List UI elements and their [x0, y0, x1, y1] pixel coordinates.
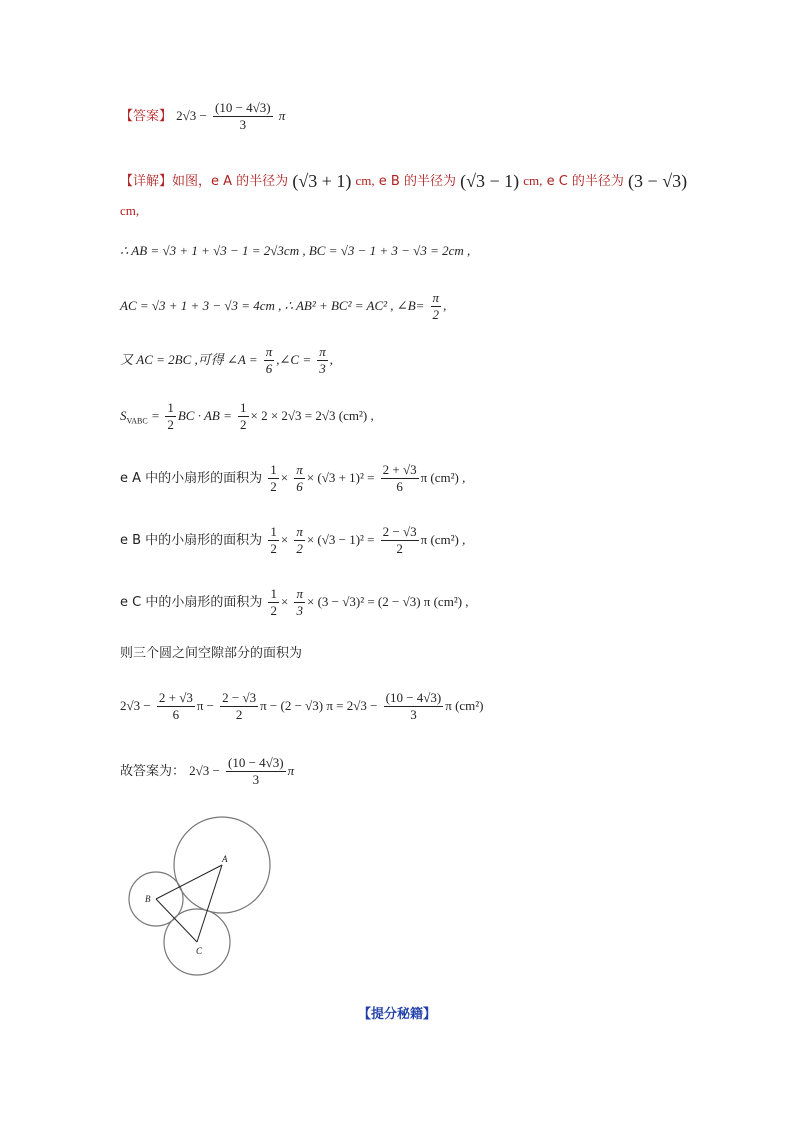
- angle-a-den: 6: [265, 361, 273, 376]
- sector-a-line: [120, 462, 465, 495]
- sector-b-d1: 2: [270, 541, 277, 556]
- circle-a-text: e A 的半径为: [211, 174, 289, 189]
- gap-area-heading: 则三个圆之间空隙部分的面积为: [120, 646, 303, 661]
- angle-c-den: 3: [319, 361, 326, 376]
- sector-a-square: × (√3 + 1)² =: [306, 470, 375, 485]
- gap-frac-2: [220, 690, 258, 723]
- sector-c-frac-2: [294, 586, 305, 619]
- sector-b-result: π (cm²) ,: [420, 532, 466, 547]
- sector-a-frac-2: [294, 462, 305, 495]
- answer-frac-num: (10 − 4√3): [215, 100, 271, 115]
- gap-d3: 3: [410, 707, 417, 722]
- gap-d1: 6: [172, 707, 180, 722]
- gap-head: 2√3 −: [120, 698, 151, 713]
- ab-bc-line: ∴ AB = √3 + 1 + √3 − 1 = 2√3cm , BC = √3 − 1 + 3 − √3 = 2cm ,: [120, 243, 471, 258]
- gap-frac-3: [384, 690, 444, 723]
- angle-b-den: 2: [432, 307, 440, 322]
- ac-text: AC = √3 + 1 + 3 − √3 = 4cm , ∴ AB² + BC² = AC² , ∠B=: [120, 298, 425, 313]
- area-s: S: [120, 408, 127, 423]
- circles-figure: [125, 812, 285, 982]
- tips-heading: 【提分秘籍】: [357, 1007, 436, 1022]
- label-b: B: [145, 894, 151, 904]
- circle-b-text: e B 的半径为: [378, 174, 456, 189]
- sector-c-n2: π: [296, 586, 303, 601]
- sector-b-d3: 2: [396, 541, 403, 556]
- half-num-2: 1: [240, 400, 247, 415]
- half-fraction-2: [238, 400, 249, 433]
- half-den-1: 2: [167, 417, 174, 432]
- angle-b-fraction: [431, 290, 442, 323]
- sector-b-frac-1: [268, 524, 279, 557]
- half-den-2: 2: [240, 417, 247, 432]
- sector-c-text: e C 中的小扇形的面积为: [120, 595, 263, 610]
- gap-n2: 2 − √3: [222, 690, 257, 705]
- angle-c-text: ,∠C =: [276, 352, 312, 367]
- final-fraction: [226, 755, 286, 788]
- angle-b-num: π: [432, 290, 440, 305]
- sector-b-times: ×: [280, 532, 289, 547]
- sector-b-n1: 1: [270, 524, 277, 539]
- sector-b-frac-2: [294, 524, 305, 557]
- sector-a-n1: 1: [270, 462, 277, 477]
- detail-intro: 如图，: [172, 174, 212, 189]
- radius-b: (√3 − 1): [460, 171, 520, 191]
- angle-c-num: π: [319, 344, 326, 359]
- angle-a-fraction: [264, 344, 275, 377]
- label-c: C: [196, 946, 203, 956]
- sector-b-text: e B 中的小扇形的面积为: [120, 533, 263, 548]
- sector-a-frac-1: [268, 462, 279, 495]
- sector-a-d2: 6: [296, 479, 303, 494]
- sector-a-d1: 2: [270, 479, 277, 494]
- ac-line: [120, 290, 446, 323]
- sector-b-d2: 2: [296, 541, 303, 556]
- angles-line: [120, 344, 333, 377]
- sector-a-n3: 2 + √3: [382, 462, 417, 477]
- half-fraction-1: [165, 400, 176, 433]
- angles-end: ,: [329, 352, 334, 367]
- sector-a-d3: 6: [396, 479, 403, 494]
- gap-d2: 2: [235, 707, 243, 722]
- sector-c-d1: 2: [270, 603, 277, 618]
- sector-c-d2: 3: [296, 603, 303, 618]
- triangle-area-line: [120, 400, 374, 433]
- answer-frac-den: 3: [239, 117, 247, 132]
- sector-c-n1: 1: [270, 586, 277, 601]
- answer-tail: π: [278, 108, 286, 123]
- gap-mid-2: π − (2 − √3) π = 2√3 −: [260, 698, 378, 713]
- sector-b-n2: π: [296, 524, 303, 539]
- area-result: × 2 × 2√3 = 2√3 (cm²) ,: [250, 408, 374, 423]
- area-bc-ab: BC · AB =: [177, 408, 232, 423]
- sector-a-text: e A 中的小扇形的面积为: [120, 471, 263, 486]
- half-num-1: 1: [167, 400, 174, 415]
- unit-1: cm,: [355, 173, 375, 188]
- gap-frac-1: [157, 690, 195, 723]
- sector-b-square: × (√3 − 1)² =: [306, 532, 375, 547]
- circle-c-text: e C 的半径为: [546, 174, 624, 189]
- radius-c: (3 − √3): [628, 171, 688, 191]
- area-sub: VABC: [126, 416, 148, 426]
- final-den: 3: [252, 772, 260, 787]
- answer-line: [120, 100, 285, 133]
- segment-bc: [156, 899, 197, 942]
- detail-label: 【详解】: [120, 174, 173, 189]
- answer-fraction: [213, 100, 273, 133]
- segment-ac: [197, 865, 222, 942]
- unit-2: cm,: [523, 173, 543, 188]
- gap-result: π (cm²): [445, 698, 484, 713]
- sector-b-n3: 2 − √3: [382, 524, 417, 539]
- angles-text: 又 AC = 2BC ,可得 ∠A =: [120, 352, 258, 367]
- sector-c-times: ×: [280, 594, 289, 609]
- sector-b-frac-3: [381, 524, 419, 557]
- gap-n1: 2 + √3: [158, 690, 193, 705]
- gap-mid-1: π −: [196, 698, 214, 713]
- sector-a-result: π (cm²) ,: [420, 470, 466, 485]
- angle-a-num: π: [265, 344, 273, 359]
- angle-c-fraction: [317, 344, 328, 377]
- sector-a-times: ×: [280, 470, 289, 485]
- detail-line: [120, 170, 687, 192]
- sector-b-line: [120, 524, 465, 557]
- sector-a-frac-3: [381, 462, 419, 495]
- sector-c-result: × (3 − √3)² = (2 − √3) π (cm²) ,: [306, 594, 469, 609]
- final-num: (10 − 4√3): [228, 755, 284, 770]
- final-tail: π: [287, 763, 295, 778]
- final-answer-line: [120, 755, 294, 788]
- answer-label: 【答案】: [120, 109, 173, 124]
- final-label: 故答案为：: [120, 764, 186, 779]
- gap-n3: (10 − 4√3): [385, 690, 442, 705]
- area-eq: =: [151, 408, 160, 423]
- sector-c-line: [120, 586, 469, 619]
- sector-c-frac-1: [268, 586, 279, 619]
- label-a: A: [222, 854, 228, 864]
- radius-a: (√3 + 1): [292, 171, 352, 191]
- sector-a-n2: π: [296, 462, 303, 477]
- answer-expr-head: 2√3 −: [176, 108, 207, 123]
- ac-end: ,: [443, 298, 447, 313]
- final-head: 2√3 −: [189, 763, 220, 778]
- gap-area-line: [120, 690, 484, 723]
- unit-3: cm,: [120, 203, 140, 218]
